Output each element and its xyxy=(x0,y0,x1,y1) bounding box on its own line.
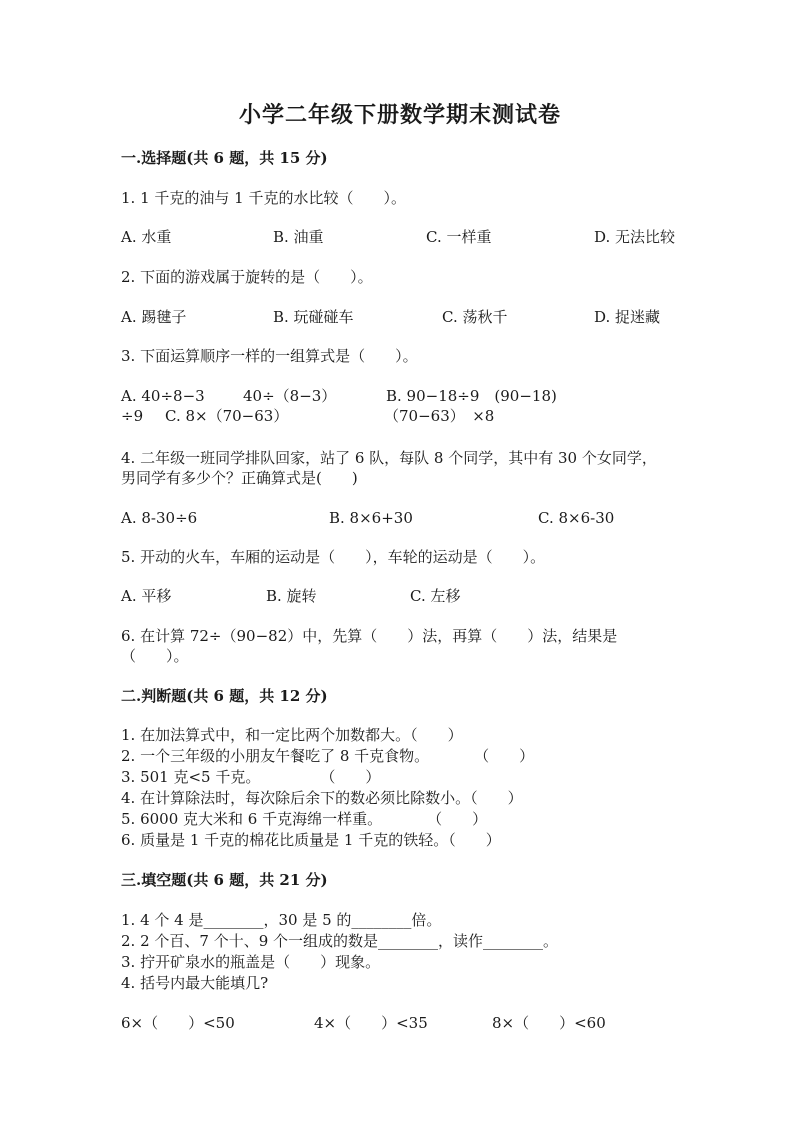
question-stem: 5. 开动的火车，车厢的运动是（ ），车轮的运动是（ ）。 xyxy=(121,548,546,566)
option-c: C. 8×6-30 xyxy=(538,509,615,527)
judgment-item: 5. 6000 克大米和 6 千克海绵一样重。 （ ） xyxy=(121,810,488,828)
option-line2-a: ÷9 xyxy=(121,407,144,425)
option-a: A. 踢毽子 xyxy=(121,308,187,326)
question-stem: 1. 1 千克的油与 1 千克的水比较（ ）。 xyxy=(121,189,406,207)
option-line1-b: 40÷（8−3） xyxy=(243,387,337,405)
section-heading-fill-blank: 三.填空题(共 6 题，共 21 分) xyxy=(121,871,328,889)
fill-item: 2. 2 个百、7 个十、9 个一组成的数是________，读作________。 xyxy=(121,932,559,950)
fill-item: 3. 拧开矿泉水的瓶盖是（ ）现象。 xyxy=(121,953,381,971)
option-b: B. 玩碰碰车 xyxy=(273,308,354,326)
question-stem-line1: 6. 在计算 72÷（90−82）中，先算（ ）法，再算（ ）法，结果是 xyxy=(121,627,618,645)
option-line1-a: A. 40÷8−3 xyxy=(121,387,205,405)
option-b: B. 旋转 xyxy=(266,587,317,605)
judgment-item: 3. 501 克<5 千克。 （ ） xyxy=(121,768,381,786)
judgment-item: 4. 在计算除法时，每次除后余下的数必须比除数小。（ ） xyxy=(121,789,523,807)
option-b: B. 8×6+30 xyxy=(329,509,413,527)
option-line2-b: C. 8×（70−63） xyxy=(165,407,289,425)
option-line2-c: （70−63） ×8 xyxy=(384,407,495,425)
option-c: C. 左移 xyxy=(410,587,461,605)
fill-item: 4. 括号内最大能填几? xyxy=(121,974,269,992)
option-d: D. 捉迷藏 xyxy=(594,308,661,326)
fill-item: 1. 4 个 4 是________，30 是 5 的________倍。 xyxy=(121,911,442,929)
option-c: C. 荡秋千 xyxy=(442,308,508,326)
inequality-part: 8×（ ）<60 xyxy=(492,1014,606,1032)
option-a: A. 水重 xyxy=(121,228,172,246)
question-stem: 3. 下面运算顺序一样的一组算式是（ ）。 xyxy=(121,347,418,365)
judgment-item: 6. 质量是 1 千克的棉花比质量是 1 千克的铁轻。（ ） xyxy=(121,831,501,849)
option-b: B. 油重 xyxy=(273,228,324,246)
inequality-part: 4×（ ）<35 xyxy=(314,1014,428,1032)
question-stem-line1: 4. 二年级一班同学排队回家，站了 6 队，每队 8 个同学，其中有 30 个女同学， xyxy=(121,449,657,467)
section-heading-true-false: 二.判断题(共 6 题，共 12 分) xyxy=(121,687,328,705)
question-stem-line2: 男同学有多少个？正确算式是( ) xyxy=(121,469,358,487)
page-title: 小学二年级下册数学期末测试卷 xyxy=(238,102,561,128)
option-line1-c: B. 90−18÷9 (90−18) xyxy=(386,387,557,405)
judgment-item: 2. 一个三年级的小朋友午餐吃了 8 千克食物。 （ ） xyxy=(121,747,535,765)
judgment-item: 1. 在加法算式中，和一定比两个加数都大。（ ） xyxy=(121,726,463,744)
inequality-part: 6×（ ）<50 xyxy=(121,1014,235,1032)
question-stem: 2. 下面的游戏属于旋转的是（ ）。 xyxy=(121,268,373,286)
question-stem-line2: （ ）。 xyxy=(121,647,189,665)
option-d: D. 无法比较 xyxy=(594,228,676,246)
section-heading-choice: 一.选择题(共 6 题，共 15 分) xyxy=(121,149,328,167)
option-a: A. 平移 xyxy=(121,587,172,605)
option-a: A. 8-30÷6 xyxy=(121,509,198,527)
option-c: C. 一样重 xyxy=(426,228,492,246)
